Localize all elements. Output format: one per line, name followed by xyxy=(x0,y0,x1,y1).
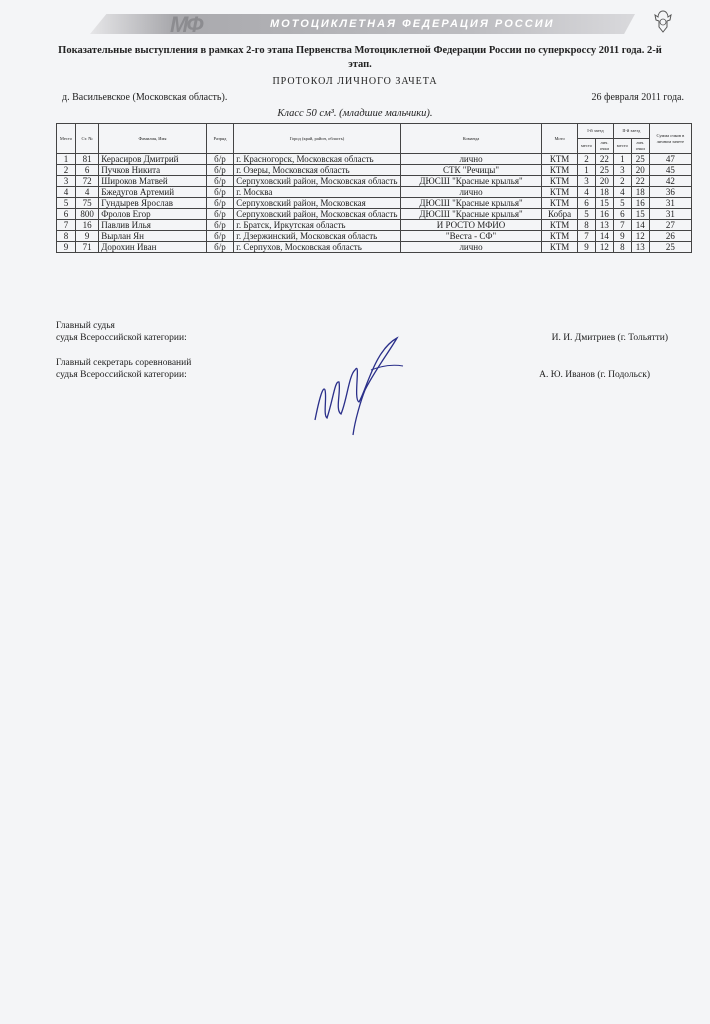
row-heat2-points: 15 xyxy=(631,209,649,220)
table-row xyxy=(57,154,692,165)
header-name: Фамилия, Имя xyxy=(99,124,207,154)
row-heat2-points: 12 xyxy=(631,231,649,242)
row-heat1-points: 15 xyxy=(595,198,613,209)
row-name: Пучков Никита xyxy=(99,165,207,176)
row-team: ДЮСШ "Красные крылья" xyxy=(400,176,541,187)
row-place: 3 xyxy=(57,176,76,187)
row-place: 2 xyxy=(57,165,76,176)
row-moto: КТМ xyxy=(542,198,578,209)
row-heat2-points: 14 xyxy=(631,220,649,231)
row-heat1-points: 22 xyxy=(595,154,613,165)
table-row xyxy=(57,187,692,198)
row-name: Павлив Илья xyxy=(99,220,207,231)
row-heat2-place: 6 xyxy=(613,209,631,220)
row-heat1-points: 14 xyxy=(595,231,613,242)
row-number: 81 xyxy=(75,154,98,165)
document-title: Показательные выступления в рамках 2-го этапа Первенства Мотоциклетной Федерации России по суперкроссу 2011 года. 2-й этап. xyxy=(58,45,662,70)
chief-judge-name: И. И. Дмитриев (г. Тольятти) xyxy=(551,333,668,343)
row-heat1-points: 12 xyxy=(595,242,613,253)
row-rank: б/р xyxy=(206,165,233,176)
row-rank: б/р xyxy=(206,220,233,231)
chief-secretary-category: судья Всероссийской категории: xyxy=(56,370,187,380)
handwritten-signature xyxy=(305,330,425,440)
row-heat2-points: 16 xyxy=(631,198,649,209)
table-row xyxy=(57,242,692,253)
row-place: 6 xyxy=(57,209,76,220)
header-moto: Мото xyxy=(542,124,578,154)
row-heat2-points: 25 xyxy=(631,154,649,165)
row-city: г. Дзержинский, Московская область xyxy=(234,231,401,242)
row-rank: б/р xyxy=(206,209,233,220)
row-moto: КТМ xyxy=(542,220,578,231)
row-number: 71 xyxy=(75,242,98,253)
row-moto: КТМ xyxy=(542,187,578,198)
row-total: 27 xyxy=(649,220,691,231)
row-team: СТК "Речицы" xyxy=(400,165,541,176)
table-row xyxy=(57,198,692,209)
row-heat2-place: 3 xyxy=(613,165,631,176)
row-place: 1 xyxy=(57,154,76,165)
table-row xyxy=(57,165,692,176)
row-name: Керасиров Дмитрий xyxy=(99,154,207,165)
header-number: Ст. № xyxy=(75,124,98,154)
table-row xyxy=(57,231,692,242)
chief-judge-block xyxy=(56,320,187,344)
letterhead xyxy=(60,6,660,40)
header-total: Сумма очков в личном зачете xyxy=(649,124,691,154)
chief-secretary-title: Главный секретарь соревнований xyxy=(56,358,192,368)
row-heat1-place: 5 xyxy=(578,209,596,220)
row-heat2-place: 9 xyxy=(613,231,631,242)
row-city: Серпуховский район, Московская xyxy=(234,198,401,209)
row-name: Фролов Егор xyxy=(99,209,207,220)
row-heat1-place: 8 xyxy=(578,220,596,231)
row-heat1-place: 7 xyxy=(578,231,596,242)
row-total: 31 xyxy=(649,209,691,220)
row-number: 800 xyxy=(75,209,98,220)
row-heat1-points: 18 xyxy=(595,187,613,198)
header-rank: Разряд xyxy=(206,124,233,154)
row-moto: Кобра xyxy=(542,209,578,220)
row-heat1-place: 1 xyxy=(578,165,596,176)
federation-logo: МФ xyxy=(170,12,202,37)
header-team: Команда xyxy=(400,124,541,154)
event-date: 26 февраля 2011 года. xyxy=(591,92,684,103)
row-total: 36 xyxy=(649,187,691,198)
row-number: 16 xyxy=(75,220,98,231)
table-row xyxy=(57,209,692,220)
protocol-subtitle: ПРОТОКОЛ ЛИЧНОГО ЗАЧЕТА xyxy=(272,76,438,87)
row-place: 5 xyxy=(57,198,76,209)
row-heat1-place: 6 xyxy=(578,198,596,209)
chief-judge-title: Главный судья xyxy=(56,321,115,331)
row-heat2-place: 8 xyxy=(613,242,631,253)
row-name: Широков Матвей xyxy=(99,176,207,187)
row-rank: б/р xyxy=(206,176,233,187)
row-city: г. Москва xyxy=(234,187,401,198)
row-heat1-points: 20 xyxy=(595,176,613,187)
row-total: 31 xyxy=(649,198,691,209)
row-city: г. Озеры, Московская область xyxy=(234,165,401,176)
results-table xyxy=(56,123,692,253)
chief-secretary-name: А. Ю. Иванов (г. Подольск) xyxy=(539,370,650,380)
row-moto: КТМ xyxy=(542,242,578,253)
header-heat1-place: место xyxy=(578,139,596,154)
row-city: г. Серпухов, Московская область xyxy=(234,242,401,253)
row-place: 9 xyxy=(57,242,76,253)
class-title: Класс 50 см³. (младшие мальчики). xyxy=(277,108,433,119)
row-number: 4 xyxy=(75,187,98,198)
row-moto: КТМ xyxy=(542,165,578,176)
row-city: г. Братск, Иркутская область xyxy=(234,220,401,231)
row-heat2-points: 20 xyxy=(631,165,649,176)
row-team: лично xyxy=(400,187,541,198)
row-heat1-points: 25 xyxy=(595,165,613,176)
row-city: Серпуховский район, Московская область xyxy=(234,176,401,187)
row-moto: КТМ xyxy=(542,231,578,242)
row-team: И РОСТО МФИО xyxy=(400,220,541,231)
row-name: Гундырев Ярослав xyxy=(99,198,207,209)
event-place: д. Васильевское (Московская область). xyxy=(62,92,228,103)
row-total: 26 xyxy=(649,231,691,242)
row-heat1-place: 3 xyxy=(578,176,596,187)
header-heat1-points: лич. очки xyxy=(595,139,613,154)
row-team: лично xyxy=(400,242,541,253)
row-heat2-place: 1 xyxy=(613,154,631,165)
row-name: Бжедугов Артемий xyxy=(99,187,207,198)
row-name: Дорохин Иван xyxy=(99,242,207,253)
row-name: Вырлан Ян xyxy=(99,231,207,242)
row-total: 47 xyxy=(649,154,691,165)
row-team: лично xyxy=(400,154,541,165)
row-heat1-points: 13 xyxy=(595,220,613,231)
row-heat1-place: 9 xyxy=(578,242,596,253)
row-team: ДЮСШ "Красные крылья" xyxy=(400,198,541,209)
row-heat2-place: 5 xyxy=(613,198,631,209)
letterhead-text: МОТОЦИКЛЕТНАЯ ФЕДЕРАЦИЯ РОССИИ xyxy=(270,18,555,30)
header-city: Город (край, район, область) xyxy=(234,124,401,154)
header-heat1: I-й заезд xyxy=(578,124,614,139)
header-heat2-place: место xyxy=(613,139,631,154)
row-rank: б/р xyxy=(206,198,233,209)
row-place: 8 xyxy=(57,231,76,242)
row-heat2-points: 13 xyxy=(631,242,649,253)
row-heat1-place: 2 xyxy=(578,154,596,165)
row-place: 4 xyxy=(57,187,76,198)
table-header-row xyxy=(57,124,692,139)
header-heat2-points: лич. очки xyxy=(631,139,649,154)
chief-judge-category: судья Всероссийской категории: xyxy=(56,333,187,343)
row-team: "Веста - СФ" xyxy=(400,231,541,242)
row-number: 75 xyxy=(75,198,98,209)
row-number: 6 xyxy=(75,165,98,176)
header-heat2: II-й заезд xyxy=(613,124,649,139)
row-total: 42 xyxy=(649,176,691,187)
row-rank: б/р xyxy=(206,187,233,198)
row-total: 25 xyxy=(649,242,691,253)
row-heat2-points: 22 xyxy=(631,176,649,187)
row-city: г. Красногорск, Московская область xyxy=(234,154,401,165)
row-total: 45 xyxy=(649,165,691,176)
row-moto: КТМ xyxy=(542,176,578,187)
table-row xyxy=(57,176,692,187)
row-moto: КТМ xyxy=(542,154,578,165)
row-number: 9 xyxy=(75,231,98,242)
row-heat2-place: 2 xyxy=(613,176,631,187)
row-rank: б/р xyxy=(206,242,233,253)
row-heat2-place: 7 xyxy=(613,220,631,231)
row-team: ДЮСШ "Красные крылья" xyxy=(400,209,541,220)
row-number: 72 xyxy=(75,176,98,187)
header-place: Место xyxy=(57,124,76,154)
row-heat2-points: 18 xyxy=(631,187,649,198)
row-heat2-place: 4 xyxy=(613,187,631,198)
chief-secretary-block xyxy=(56,357,191,381)
table-row xyxy=(57,220,692,231)
eagle-emblem-icon xyxy=(652,8,674,34)
row-heat1-place: 4 xyxy=(578,187,596,198)
results-body xyxy=(57,154,692,253)
row-city: Серпуховский район, Московская область xyxy=(234,209,401,220)
row-heat1-points: 16 xyxy=(595,209,613,220)
row-place: 7 xyxy=(57,220,76,231)
row-rank: б/р xyxy=(206,154,233,165)
row-rank: б/р xyxy=(206,231,233,242)
